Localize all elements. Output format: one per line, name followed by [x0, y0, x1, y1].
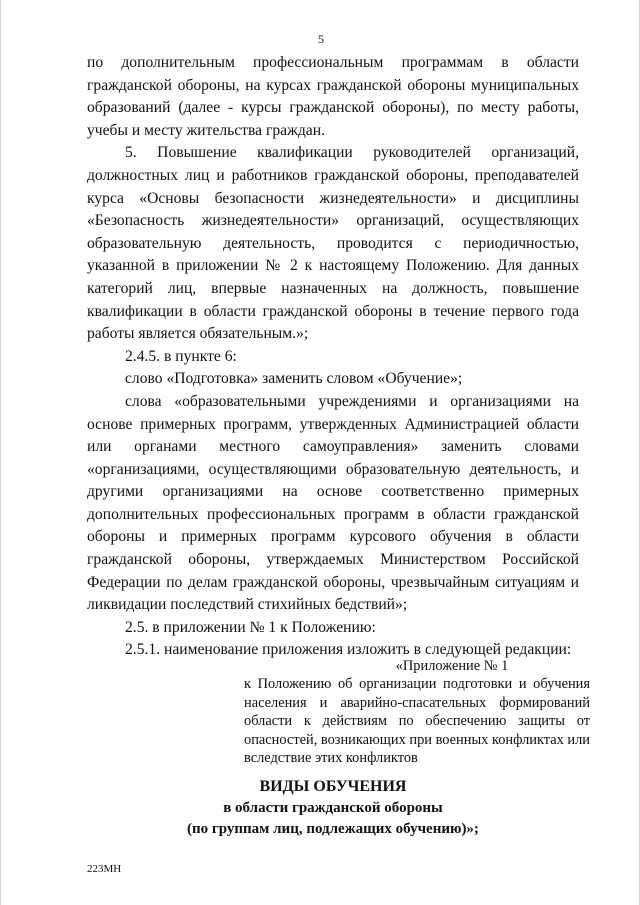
document-body	[87, 52, 579, 662]
heading-main: ВИДЫ ОБУЧЕНИЯ	[259, 778, 407, 795]
appendix-reference	[244, 657, 590, 767]
paragraph-item-5: 5. Повышение квалификации руководителей организаций, должностных лиц и работников гражданской обороны, преподавателей курса «Основы безопасности жизнедеятельности» и дисциплины «Безопасность жизнедеятельности» организаций, осуществляющих образовательную деятельность, проводится с периодичностью, указанной в приложении № 2 к настоящему Положению. Для данных категорий лиц, впервые назначенных на должность, повышение квалификации в области гражданской обороны в течение первого года работы является обязательным.»;	[87, 144, 579, 343]
paragraph-words-replacement: слова «образовательными учреждениями и организациями на основе примерных программ, утвержденных Администрацией области или органами местного самоуправления» заменить словами «организациями, осуществляющими образовательную деятельность, и другими организациями на основе соответственно примерных дополнительных профессиональных программ в области гражданской обороны и примерных программ курсового обучения в области гражданской обороны, утверждаемых Министерством Российской Федерации по делам гражданской обороны, чрезвычайным ситуациям и ликвидации последствий стихийных бедствий»;	[87, 392, 579, 614]
paragraph-word-replacement: слово «Подготовка» заменить словом «Обучение»;	[125, 370, 463, 388]
paragraph-2-4-5: 2.4.5. в пункте 6:	[125, 347, 237, 365]
paragraph-continuation: по дополнительным профессиональным программам в области гражданской обороны, на курсах гражданской обороны муниципальных образований (далее - курсы гражданской обороны), по месту работы, учебы и месту жительства граждан.	[87, 54, 579, 139]
footer-code: 223МН	[87, 863, 122, 875]
heading-line-2: в области гражданской обороны	[223, 800, 443, 816]
section-heading	[87, 776, 579, 840]
page-number: 5	[318, 32, 324, 46]
paragraph-2-5: 2.5. в приложении № 1 к Положению:	[125, 618, 376, 636]
appendix-title: «Приложение № 1	[395, 658, 509, 674]
appendix-body: к Положению об организации подготовки и обучения населения и аварийно-спасательных формирований области к действиям по обеспечению защиты от опасностей, возникающих при военных конфликтах или вследствие этих конфликтов	[244, 676, 590, 767]
paragraph-2-5-1: 2.5.1. наименование приложения изложить в следующей редакции:	[125, 641, 572, 659]
heading-line-3: (по группам лиц, подлежащих обучению)»;	[187, 821, 479, 837]
